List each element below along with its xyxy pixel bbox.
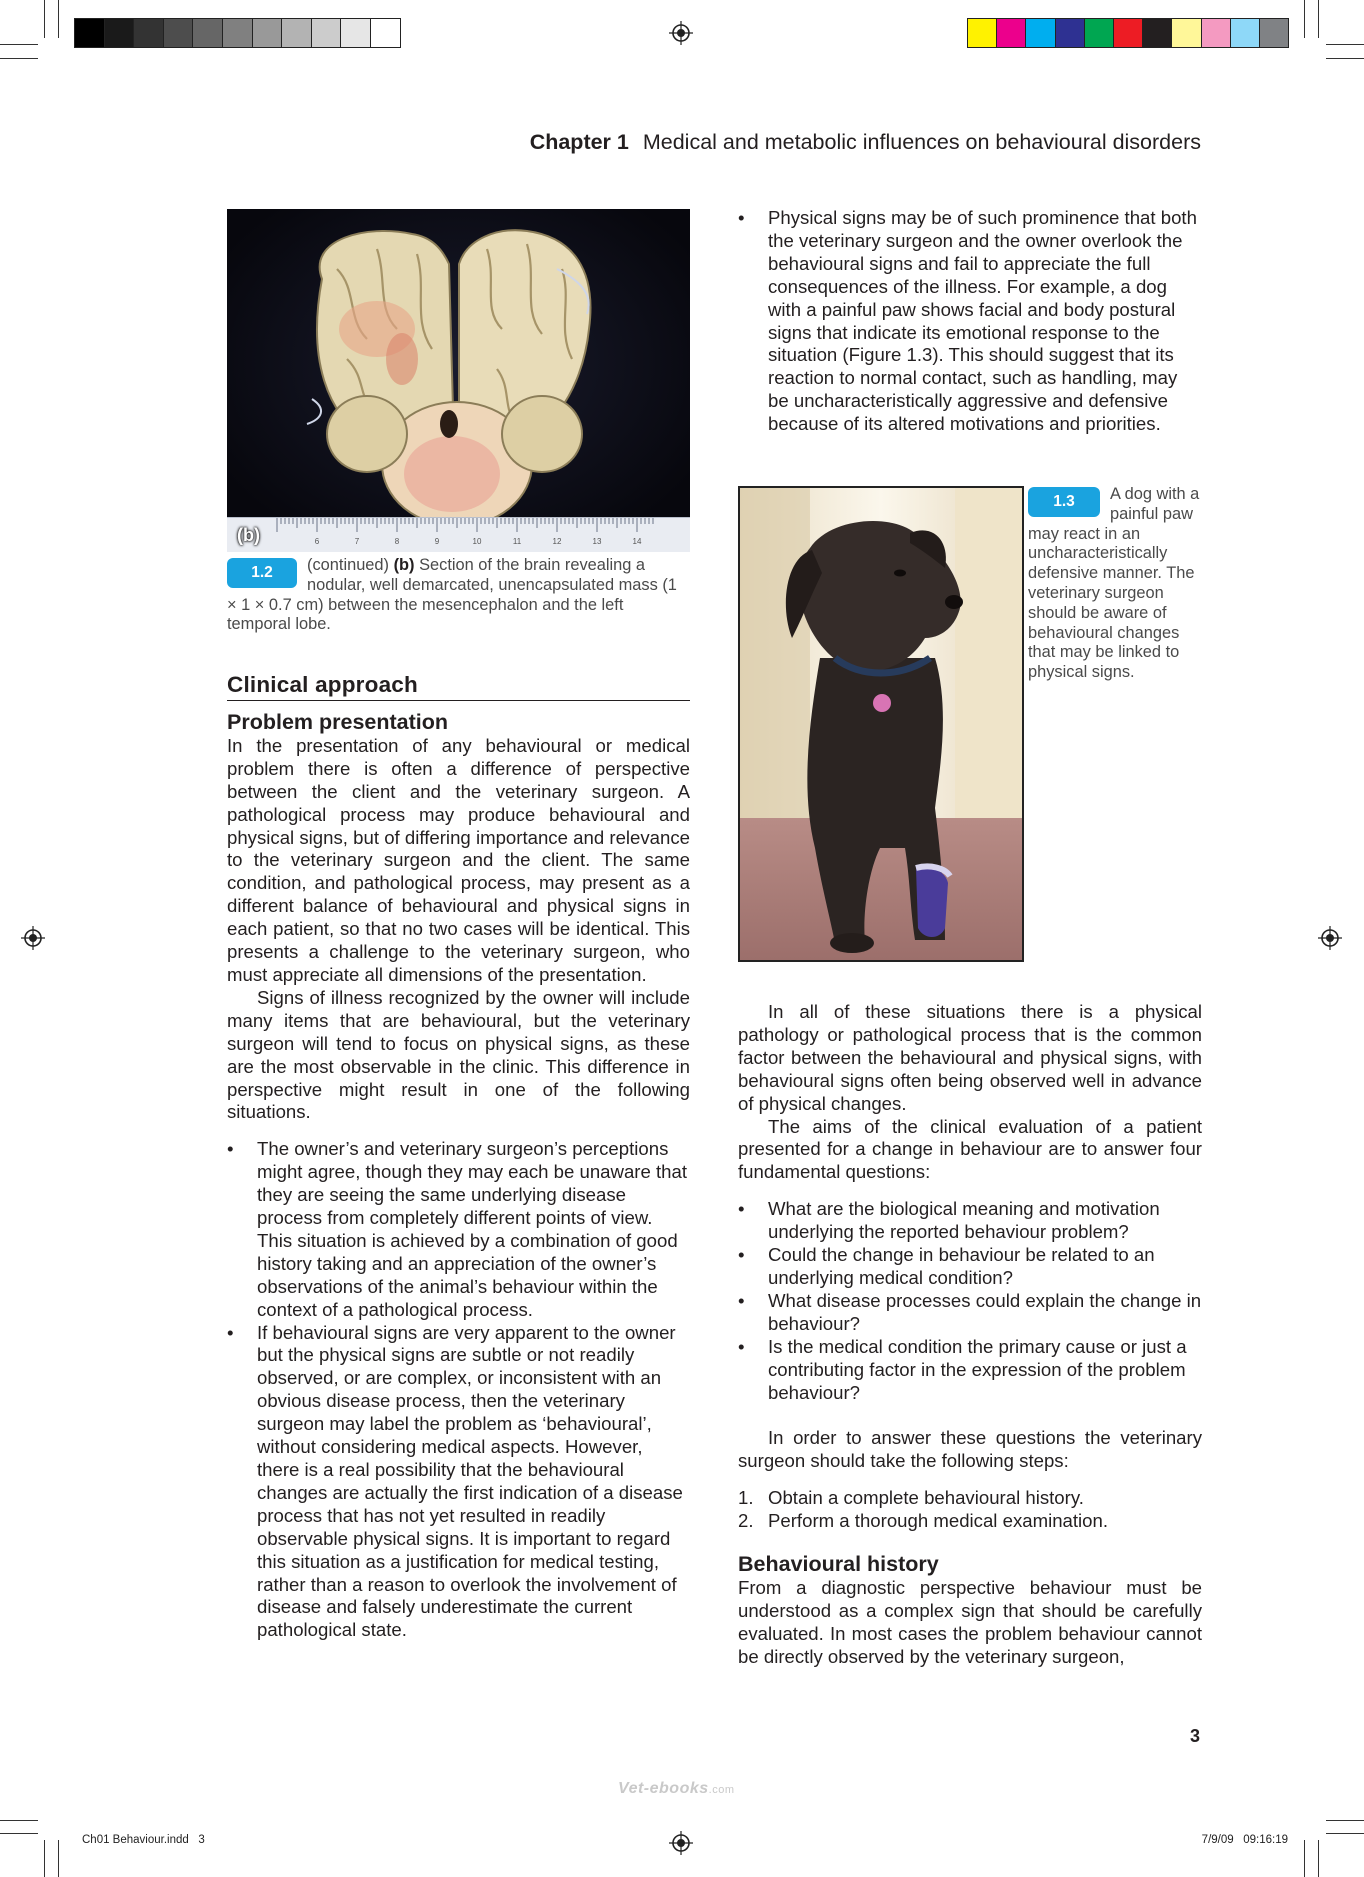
grayscale-swatch (193, 19, 223, 47)
grayscale-swatch (371, 19, 400, 47)
chapter-label: Chapter 1 (529, 130, 629, 154)
crop-mark-top-left-v2 (58, 0, 59, 38)
slug-file-name: Ch01 Behaviour.indd 3 (82, 1834, 205, 1846)
step-text: Perform a thorough medical examination. (768, 1510, 1109, 1532)
color-swatch (1260, 19, 1288, 47)
ruler-tick-label: 10 (472, 537, 482, 546)
color-swatch (1172, 19, 1201, 47)
list-item: • Physical signs may be of such prominence that both the veterinary surgeon and the owner overlook the behavioural signs and fail to appreciate the full consequences of the illness. For example, a dog with a painful paw shows facial and body postural signs that indicate its emotional response to the situation (Figure 1.3). This should suggest that its reaction to normal contact, such as handling, may be uncharacteristically aggressive and defensive because of its altered motivations and priorities. (738, 207, 1202, 436)
grayscale-swatch (341, 19, 371, 47)
crop-mark-bottom-left-v (44, 1840, 45, 1877)
subheading-behavioural-history: Behavioural history (738, 1552, 939, 1577)
grayscale-swatch (253, 19, 283, 47)
registration-mark-icon (1318, 926, 1342, 950)
caption-bold-label: (b) (393, 556, 415, 574)
right-column-bottom (738, 1001, 1202, 1669)
list-item (738, 1487, 1202, 1510)
chapter-title: Medical and metabolic influences on behavioural disorders (642, 130, 1201, 154)
color-swatch (997, 19, 1026, 47)
ruler-tick-label: 7 (354, 537, 360, 546)
paragraph: In all of these situations there is a physical pathology or pathological process that is the common factor between the behavioural and physical signs, with behavioural signs often being observed well in advance of physical changes. (738, 1001, 1202, 1114)
color-swatch (1056, 19, 1085, 47)
panel-label: (b) (237, 525, 260, 545)
brain-section-illustration (227, 209, 690, 552)
steps-list (738, 1487, 1202, 1533)
registration-mark-icon (21, 926, 45, 950)
color-swatch (968, 19, 997, 47)
crop-mark-top-left-h (0, 44, 38, 45)
situations-list (227, 1138, 690, 1642)
registration-mark-icon (669, 1831, 693, 1855)
situations-list-continued (738, 207, 1202, 436)
slug-timestamp: 7/9/09 09:16:19 (1201, 1834, 1288, 1846)
list-item (738, 1510, 1202, 1533)
step-text: Obtain a complete behavioural history. (768, 1487, 1084, 1509)
ruler-tick-label: 12 (552, 537, 562, 546)
grayscale-swatch (134, 19, 164, 47)
section-heading-clinical-approach: Clinical approach (227, 674, 690, 701)
running-head (530, 130, 1201, 155)
list-item: • What are the biological meaning and motivation underlying the reported behaviour problem? (738, 1198, 1202, 1244)
ruler-tick-label: 11 (512, 537, 522, 546)
ruler-ticks (227, 518, 690, 552)
ruler-tick-label: 6 (314, 537, 320, 546)
list-item: • The owner’s and veterinary surgeon’s perceptions might agree, though they may each be unaware that they are seeing the same underlying disease process from completely different points of view. This situation is achieved by a combination of good history taking and an appreciation of the owner’s observations of the animal’s behaviour within the context of a pathological process. (227, 1138, 690, 1321)
ruler-tick-label: 13 (592, 537, 602, 546)
page-number: 3 (1189, 1726, 1200, 1746)
grayscale-swatch (223, 19, 253, 47)
list-item: • If behavioural signs are very apparent to the owner but the physical signs are subtle or not readily observed, or are complex, or inconsistent with an obvious disease process, then the veterinary surgeon may label the problem as ‘behavioural’, without considering medical aspects. However, there is a real possibility that the behavioural changes are actually the first indication of a disease process that has not yet resulted in readily observable physical signs. It is important to regard this situation as a justification for medical testing, rather than a reason to overlook the involvement of disease and falsely underestimate the current pathological state. (227, 1322, 690, 1643)
figure-badge: 1.3 (1028, 487, 1100, 517)
crop-mark-top-right-v2 (1304, 0, 1305, 38)
watermark-text: Vet-ebooks (618, 1780, 709, 1797)
left-column (227, 674, 690, 1642)
list-item: • Is the medical condition the primary cause or just a contributing factor in the expression of the problem behaviour? (738, 1336, 1202, 1405)
subheading-problem-presentation: Problem presentation (227, 709, 449, 734)
figure-badge: 1.2 (227, 558, 297, 588)
grayscale-swatch (164, 19, 194, 47)
color-swatch (1202, 19, 1231, 47)
watermark-suffix: .com (708, 1784, 735, 1796)
crop-mark-bottom-right-h (1326, 1820, 1364, 1821)
crop-mark-bottom-right-h2 (1326, 1833, 1364, 1834)
color-swatch (1143, 19, 1172, 47)
crop-mark-top-right-h (1326, 44, 1364, 45)
color-swatch (1085, 19, 1114, 47)
grayscale-calibration-bar (74, 18, 401, 48)
right-column-top (738, 207, 1202, 436)
color-swatch (1114, 19, 1143, 47)
crop-mark-bottom-left-v2 (58, 1840, 59, 1877)
caption-prefix: (continued) (307, 556, 390, 574)
crop-mark-bottom-right-v2 (1304, 1840, 1305, 1877)
grayscale-swatch (312, 19, 342, 47)
figure-1-3-caption (1028, 485, 1200, 683)
list-item: • What disease processes could explain the change in behaviour? (738, 1290, 1202, 1336)
dog-illustration (740, 488, 1022, 960)
color-swatch (1026, 19, 1055, 47)
crop-mark-top-left-v (44, 0, 45, 38)
grayscale-swatch (282, 19, 312, 47)
grayscale-swatch (105, 19, 135, 47)
crop-mark-bottom-right-v (1318, 1840, 1319, 1877)
watermark (618, 1780, 735, 1798)
ruler-tick-label: 14 (632, 537, 642, 546)
crop-mark-top-left-h2 (0, 58, 38, 59)
step-number: 2. (738, 1510, 754, 1532)
grayscale-swatch (75, 19, 105, 47)
step-number: 1. (738, 1487, 754, 1509)
ruler (227, 517, 690, 552)
caption-text: Section of the brain revealing a nodular, well demarcated, unencapsulated mass (1 × 1 × 0.7 cm) between the mesencephalon and the left temporal lobe. (227, 556, 677, 634)
registration-mark-icon (669, 21, 693, 45)
caption-text: A dog with a painful paw may react in an uncharacteristically defensive manner. The veterinary surgeon should be aware of behavioural changes that may be linked to physical signs. (1028, 485, 1200, 682)
ruler-tick-label: 9 (434, 537, 440, 546)
figure-1-2-caption (227, 556, 690, 635)
paragraph: From a diagnostic perspective behaviour must be understood as a complex sign that should be carefully evaluated. In most cases the problem behaviour cannot be directly observed by the veterinary surgeon, (738, 1577, 1202, 1667)
crop-mark-bottom-left-h (0, 1820, 38, 1821)
crop-mark-top-right-h2 (1326, 58, 1364, 59)
paragraph: In order to answer these questions the veterinary surgeon should take the following steps: (738, 1427, 1202, 1472)
paragraph: In the presentation of any behavioural or medical problem there is often a difference of perspective between the client and the veterinary surgeon. A pathological process may produce behavioural and physical signs, but of differing importance and relevance to the veterinary surgeon and the client. The same condition, and pathological process, may present as a different balance of behavioural and physical signs in each patient, so that no two cases will be identical. This presents a challenge to the veterinary surgeon, who must appreciate all dimensions of the presentation. (227, 734, 690, 985)
questions-list (738, 1198, 1202, 1404)
crop-mark-top-right-v (1318, 0, 1319, 38)
crop-mark-bottom-left-h2 (0, 1833, 38, 1834)
figure-1-3-photo (738, 486, 1024, 962)
figure-1-2-photo (227, 209, 690, 552)
paragraph: Signs of illness recognized by the owner will include many items that are behavioural, but the veterinary surgeon will tend to focus on physical signs, as these are the most observable in the clinic. This difference in perspective might result in one of the following situations. (227, 986, 690, 1123)
paragraph: The aims of the clinical evaluation of a patient presented for a change in behaviour are to answer four fundamental questions: (738, 1115, 1202, 1183)
color-calibration-bar (967, 18, 1289, 48)
list-item: • Could the change in behaviour be related to an underlying medical condition? (738, 1244, 1202, 1290)
color-swatch (1231, 19, 1260, 47)
ruler-tick-label: 8 (394, 537, 400, 546)
